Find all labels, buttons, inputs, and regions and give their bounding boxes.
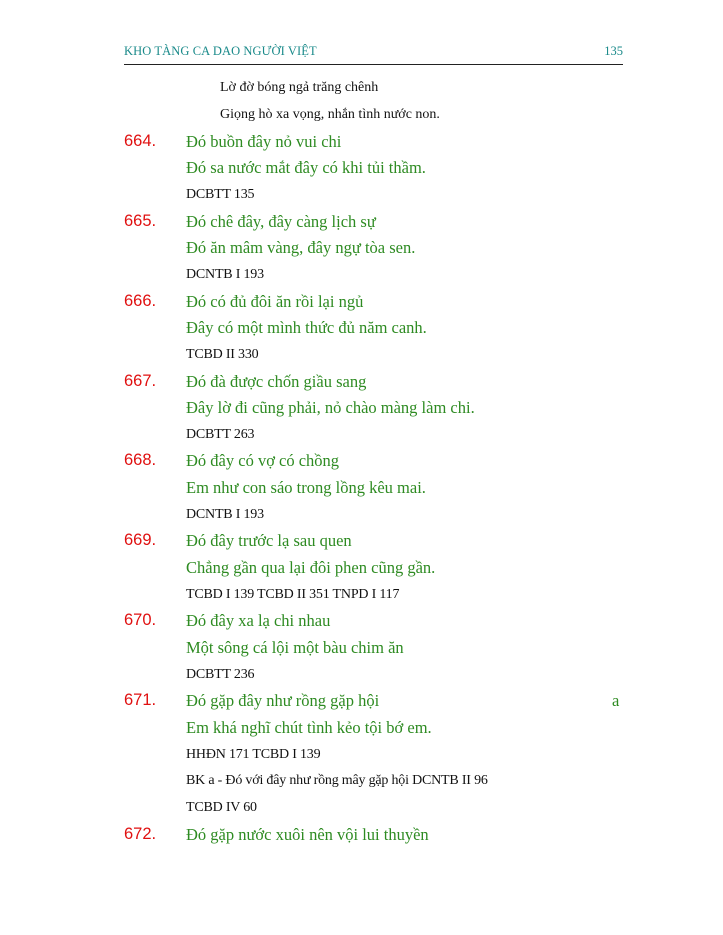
entry-number: 665.	[124, 212, 157, 230]
source-citation: HHĐN 171 TCBD I 139	[186, 747, 321, 762]
intro-line: Giọng hò xa vọng, nhắn tình nước non.	[220, 107, 440, 122]
verse-line: Em khá nghĩ chút tình kẻo tội bớ em.	[186, 718, 432, 737]
verse-line: Đó đây xa lạ chi nhau	[186, 611, 331, 630]
source-citation: DCBTT 236	[186, 667, 255, 682]
verse-line: Đó ăn mâm vàng, đây ngự tòa sen.	[186, 238, 416, 257]
source-citation: TCBD IV 60	[186, 800, 257, 815]
entry-number: 672.	[124, 825, 157, 843]
verse-line: Đó gặp đây như rồng gặp hội	[186, 691, 380, 710]
source-citation: DCNTB I 193	[186, 267, 264, 282]
source-citation: DCBTT 263	[186, 427, 255, 442]
verse-line: Đó chê đây, đây càng lịch sự	[186, 212, 376, 231]
source-citation: DCNTB I 193	[186, 507, 264, 522]
verse-line: Đây có một mình thức đủ năm canh.	[186, 318, 427, 337]
verse-line: Đó đây trước lạ sau quen	[186, 531, 352, 550]
entry-number: 669.	[124, 531, 157, 549]
verse-line: Đó đây có vợ có chồng	[186, 451, 340, 470]
entry-number: 667.	[124, 372, 157, 390]
book-title: KHO TÀNG CA DAO NGƯỜI VIỆT	[124, 44, 317, 58]
verse-line: Đó sa nước mắt đây có khi tủi thầm.	[186, 158, 426, 177]
page-number: 135	[604, 44, 623, 58]
intro-line: Lờ đờ bóng ngả trăng chênh	[220, 80, 379, 95]
entry-number: 664.	[124, 132, 157, 150]
verse-line: Một sông cá lội một bàu chim ăn	[186, 638, 404, 657]
source-citation: DCBTT 135	[186, 187, 255, 202]
verse-line: Đó buồn đây nỏ vui chi	[186, 132, 342, 151]
source-citation: TCBD II 330	[186, 347, 259, 362]
entry-number: 668.	[124, 451, 157, 469]
verse-line: Em như con sáo trong lồng kêu mai.	[186, 478, 426, 497]
verse-line: Đây lờ đi cũng phải, nỏ chào màng làm chi.	[186, 398, 475, 417]
verse-line: Đó gặp nước xuôi nên vội lui thuyền	[186, 825, 429, 844]
verse-line: Đó đà được chốn giầu sang	[186, 372, 367, 391]
entry-number: 670.	[124, 611, 157, 629]
variant-citation: BK a - Đó với đây như rồng mây gặp hội DCNTB II 96	[186, 773, 488, 788]
verse-line: Chẳng gần qua lại đôi phen cũng gần.	[186, 558, 436, 577]
entry-number: 666.	[124, 292, 157, 310]
variant-marker: a	[612, 691, 620, 710]
verse-line: Đó có đủ đôi ăn rồi lại ngủ	[186, 292, 364, 311]
source-citation: TCBD I 139 TCBD II 351 TNPD I 117	[186, 587, 400, 602]
entry-number: 671.	[124, 691, 157, 709]
running-header	[124, 44, 623, 65]
